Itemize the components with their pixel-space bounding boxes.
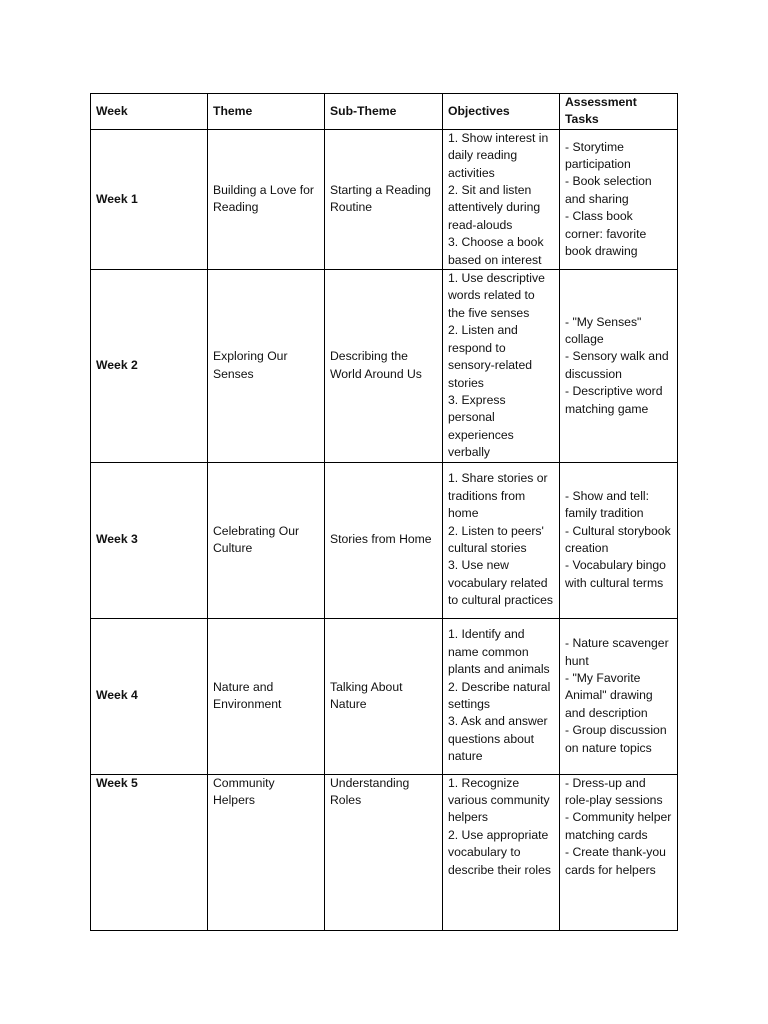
- theme-cell: Nature and Environment: [208, 618, 325, 774]
- objectives-cell: 1. Share stories or traditions from home 2. Listen to peers' cultural stories 3. Use new vocabulary related to cultural practices: [443, 462, 560, 618]
- sub-theme-cell: Understanding Roles: [325, 774, 443, 930]
- assessment-cell: - Show and tell: family tradition - Cultural storybook creation - Vocabulary bingo with cultural terms: [560, 462, 678, 618]
- header-theme: Theme: [208, 94, 325, 130]
- sub-theme-cell: Talking About Nature: [325, 618, 443, 774]
- objectives-cell: 1. Recognize various community helpers 2. Use appropriate vocabulary to describe their roles: [443, 774, 560, 930]
- header-assessment-tasks: Assessment Tasks: [560, 94, 678, 130]
- assessment-cell: - Storytime participation - Book selection and sharing - Class book corner: favorite book drawing: [560, 129, 678, 269]
- assessment-cell: - Dress-up and role-play sessions - Community helper matching cards - Create thank-you cards for helpers: [560, 774, 678, 930]
- table-row: [91, 774, 678, 930]
- assessment-cell: - "My Senses" collage - Sensory walk and discussion - Descriptive word matching game: [560, 270, 678, 462]
- week-cell: Week 1: [91, 129, 208, 269]
- objectives-cell: 1. Use descriptive words related to the five senses 2. Listen and respond to sensory-related stories 3. Express personal experiences verbally: [443, 270, 560, 462]
- header-row: [91, 94, 678, 130]
- week-cell: Week 4: [91, 618, 208, 774]
- sub-theme-cell: Describing the World Around Us: [325, 270, 443, 462]
- sub-theme-cell: Starting a Reading Routine: [325, 129, 443, 269]
- week-cell: Week 5: [91, 774, 208, 930]
- lesson-plan-table: [90, 93, 678, 931]
- table-row: [91, 129, 678, 269]
- table-row: [91, 618, 678, 774]
- week-cell: Week 3: [91, 462, 208, 618]
- theme-cell: Community Helpers: [208, 774, 325, 930]
- assessment-cell: - Nature scavenger hunt - "My Favorite Animal" drawing and description - Group discussion on nature topics: [560, 618, 678, 774]
- header-week: Week: [91, 94, 208, 130]
- table-row: [91, 462, 678, 618]
- objectives-cell: 1. Identify and name common plants and animals 2. Describe natural settings 3. Ask and answer questions about nature: [443, 618, 560, 774]
- week-cell: Week 2: [91, 270, 208, 462]
- header-sub-theme: Sub-Theme: [325, 94, 443, 130]
- table-header: [91, 94, 678, 130]
- theme-cell: Exploring Our Senses: [208, 270, 325, 462]
- table-row: [91, 270, 678, 462]
- theme-cell: Building a Love for Reading: [208, 129, 325, 269]
- sub-theme-cell: Stories from Home: [325, 462, 443, 618]
- theme-cell: Celebrating Our Culture: [208, 462, 325, 618]
- header-objectives: Objectives: [443, 94, 560, 130]
- objectives-cell: 1. Show interest in daily reading activities 2. Sit and listen attentively during read-alouds 3. Choose a book based on interest: [443, 129, 560, 269]
